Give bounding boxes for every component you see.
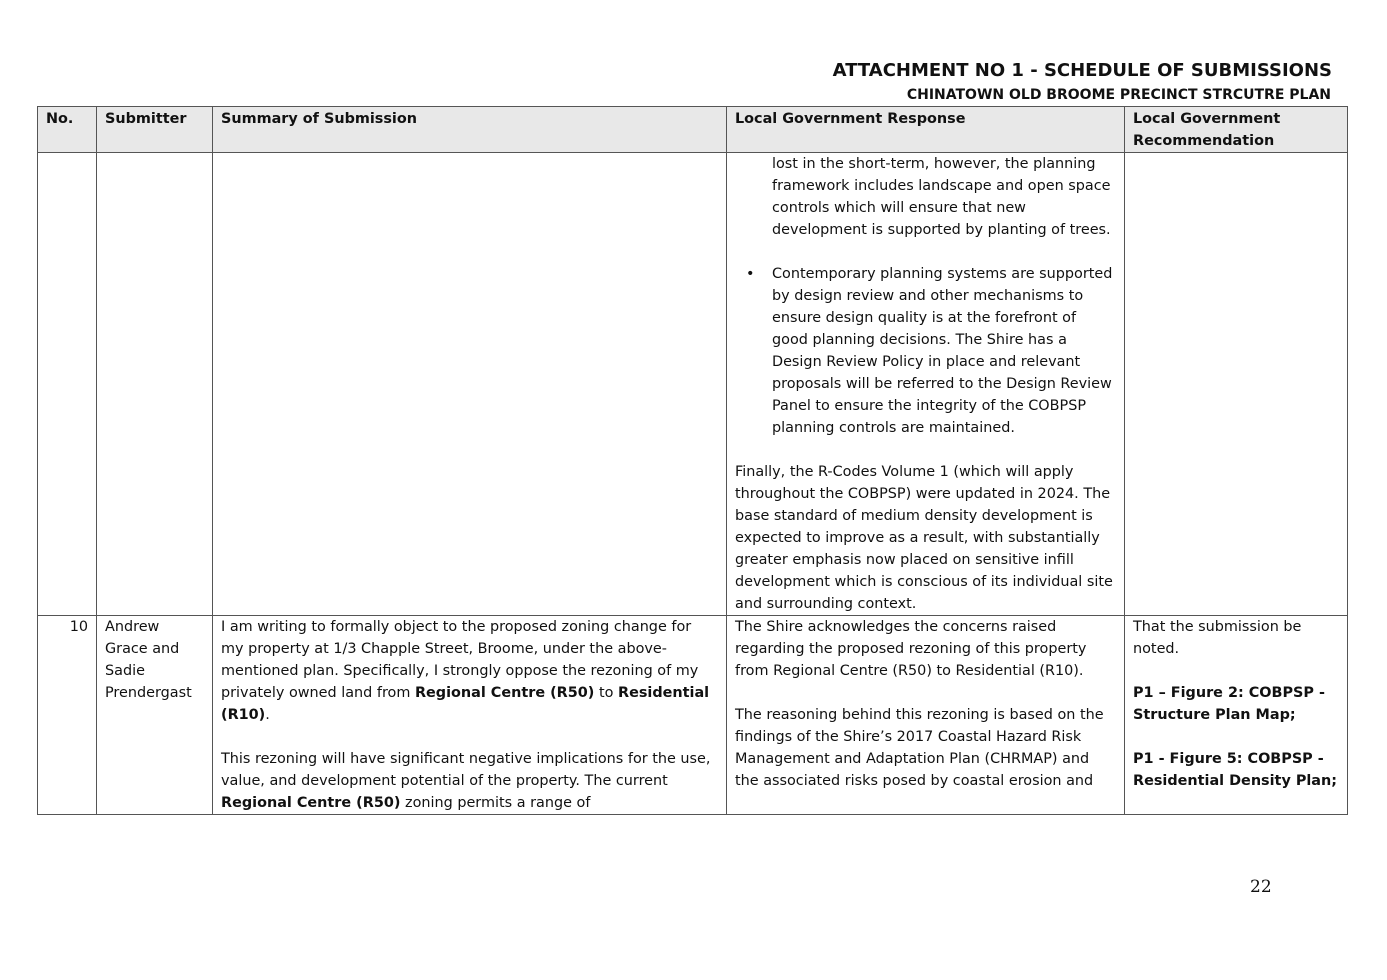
cell-recommendation (1125, 616, 1348, 815)
response-bullet-text: Contemporary planning systems are supported by design review and other mechanisms to ensure design quality is at the forefront of good planning decisions. The Shire has a Design Review Policy in place and relevant proposals will be referred to the Design Review Panel to ensure the integrity of the COBPSP planning controls are maintained. (772, 266, 1113, 436)
bullet-icon: • (746, 266, 755, 282)
summary-paragraph-1: I am writing to formally object to the proposed zoning change for my property at 1/3 Chapple Street, Broome, under the above-mentioned plan. Specifically, I strongly oppose the rezoning of my privately owned land from Regional Centre (R50) to Residential (R10). (221, 619, 710, 723)
table-header-row (38, 107, 1348, 153)
attachment-title: ATTACHMENT NO 1 - SCHEDULE OF SUBMISSIONS (832, 60, 1332, 81)
cell-no-empty (38, 153, 97, 616)
table-row-10 (38, 616, 1348, 815)
response-paragraph-1: The Shire acknowledges the concerns raised regarding the proposed rezoning of this property from Regional Centre (R50) to Residential (R10). (735, 619, 1087, 679)
cell-summary (213, 616, 727, 815)
column-header-recommendation: Local Government Recommendation (1125, 107, 1348, 153)
response-paragraph-2: The reasoning behind this rezoning is based on the findings of the Shire’s 2017 Coastal Hazard Risk Management and Adaptation Plan (CHRMAP) and the associated risks posed by coastal erosion and (735, 707, 1104, 789)
column-header-no: No. (38, 107, 97, 153)
cell-submitter: Andrew Grace and Sadie Prendergast (97, 616, 213, 815)
cell-response (727, 616, 1125, 815)
cell-submitter-empty (97, 153, 213, 616)
page-number: 22 (1250, 877, 1272, 897)
cell-no: 10 (38, 616, 97, 815)
column-header-submitter: Submitter (97, 107, 213, 153)
column-header-summary: Summary of Submission (213, 107, 727, 153)
response-final-paragraph: Finally, the R-Codes Volume 1 (which will apply throughout the COBPSP) were updated in 2024. The base standard of medium density development is expected to improve as a result, with substantially greater emphasis now placed on sensitive infill development which is conscious of its individual site and surrounding context. (735, 464, 1113, 612)
table-row-continued (38, 153, 1348, 616)
cell-summary-empty (213, 153, 727, 616)
cell-recommendation-empty (1125, 153, 1348, 616)
plan-subtitle: CHINATOWN OLD BROOME PRECINCT STRCUTRE PLAN (906, 87, 1331, 103)
recommendation-figure-5: P1 - Figure 5: COBPSP - Residential Density Plan; (1133, 751, 1338, 789)
summary-paragraph-2: This rezoning will have significant negative implications for the use, value, and development potential of the property. The current Regional Centre (R50) zoning permits a range of (221, 751, 711, 811)
response-continuation-text: lost in the short-term, however, the planning framework includes landscape and open space controls which will ensure that new development is supported by planting of trees. (772, 156, 1111, 238)
cell-response-continued (727, 153, 1125, 616)
recommendation-text: That the submission be noted. (1133, 619, 1302, 657)
column-header-response: Local Government Response (727, 107, 1125, 153)
submissions-table (37, 106, 1348, 815)
response-bullet-item (746, 263, 1116, 439)
recommendation-figure-2: P1 – Figure 2: COBPSP - Structure Plan Map; (1133, 685, 1325, 723)
